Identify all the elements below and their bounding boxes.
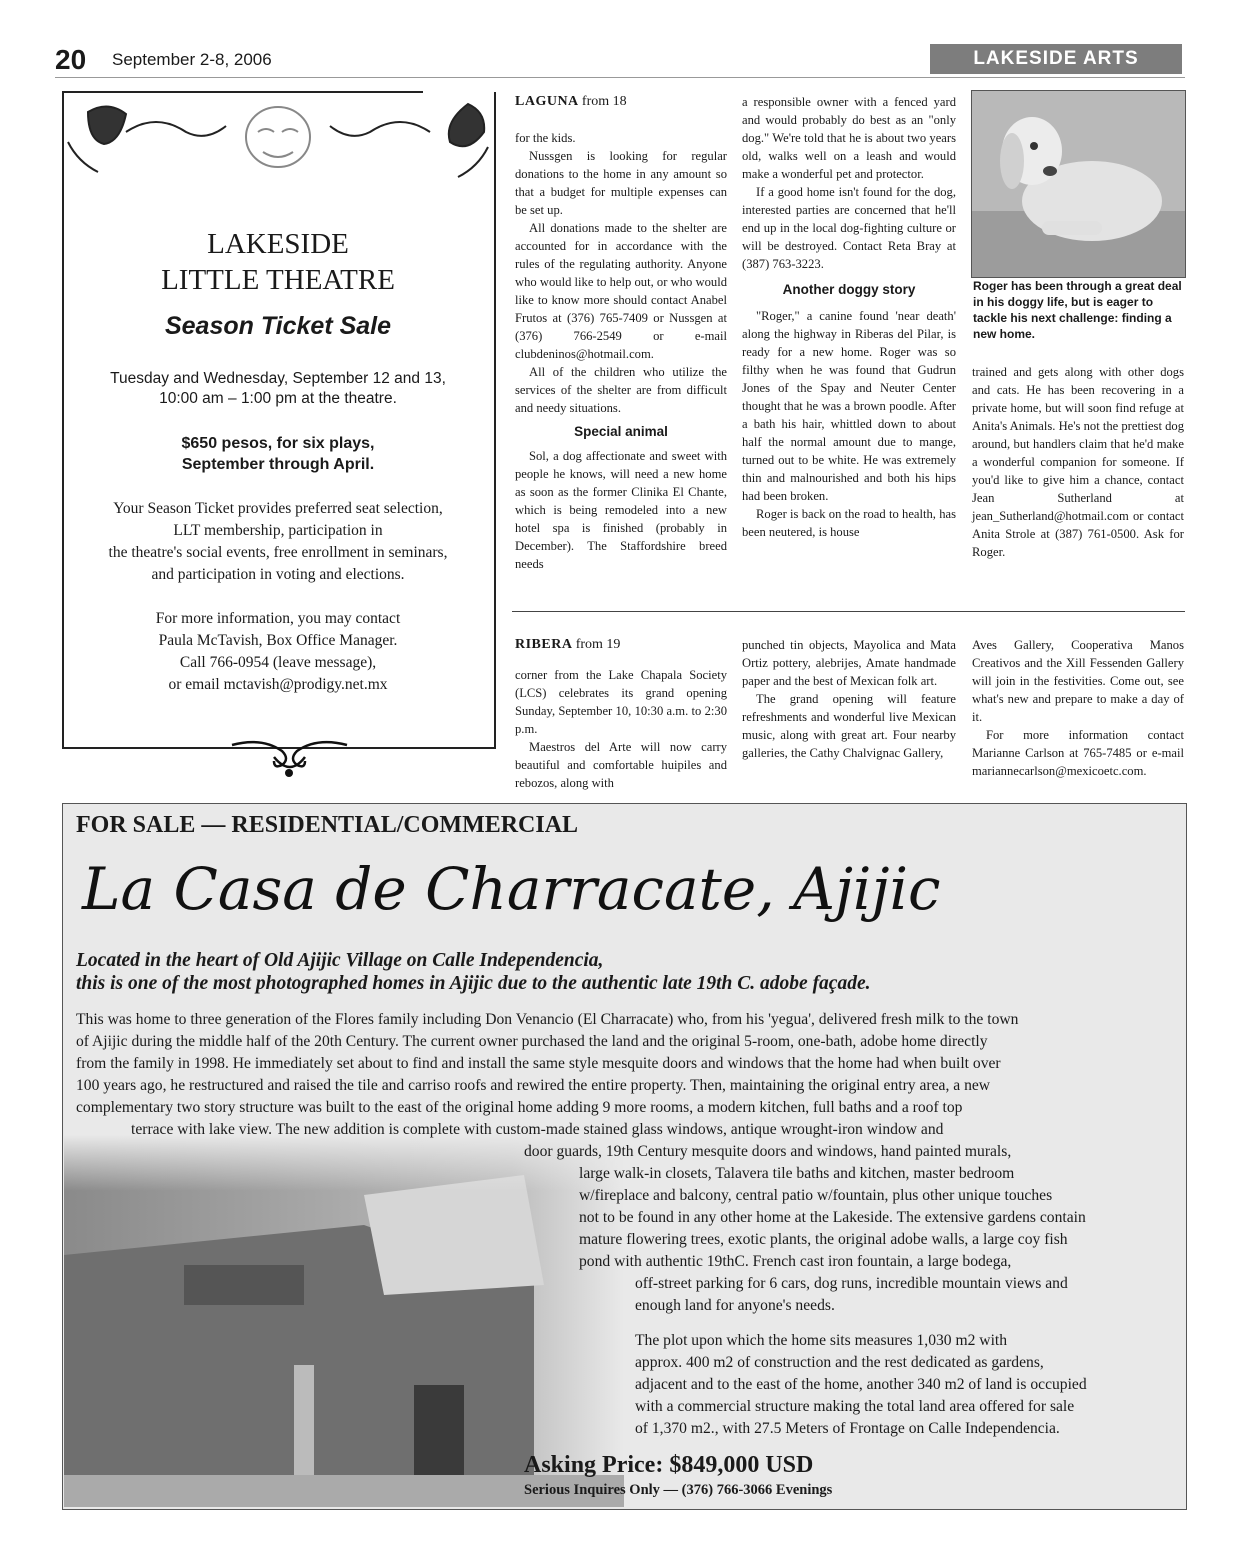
contact-line: Call 766-0954 (leave message), bbox=[179, 654, 377, 671]
theatre-masks-ornament-icon bbox=[58, 92, 498, 182]
contact-line: Paula McTavish, Box Office Manager. bbox=[158, 632, 398, 649]
paragraph: Nussgen is looking for regular donations to the home in any amount so that a budget for multiple expenses can be set up. bbox=[515, 149, 727, 217]
description-line: complementary two story structure was built to the east of the original home adding 9 more rooms, a modern kitchen, full baths and a roof top bbox=[76, 1099, 963, 1116]
subhead-another-doggy-story: Another doggy story bbox=[782, 282, 916, 297]
plot-line: adjacent and to the east of the home, another 340 m2 of land is occupied bbox=[635, 1376, 1087, 1393]
theatre-name-line1: LAKESIDE bbox=[207, 228, 349, 260]
page-number: 20 bbox=[55, 44, 87, 75]
paragraph: corner from the Lake Chapala Society (LCS) celebrates its grand opening Sunday, September 10, 10:30 a.m. to 2:30 p.m. bbox=[515, 668, 727, 736]
ribera-jump-head: RIBERA from 19 bbox=[515, 637, 621, 652]
benefits-line: and participation in voting and elections. bbox=[151, 566, 405, 583]
paragraph: Sol, a dog affectionate and sweet with people he knows, will need a new home as soon as the former Clinika El Chante, which is being remodeled into a new hotel spa is finished (probably in December). The Staffordshire breed needs bbox=[515, 449, 727, 571]
laguna-column-2 bbox=[742, 93, 956, 541]
laguna-jump-head: LAGUNA from 18 bbox=[515, 94, 627, 109]
issue-date: September 2-8, 2006 bbox=[112, 50, 272, 69]
paragraph: All of the children who utilize the services of the shelter are from difficult and needy situations. bbox=[515, 365, 727, 415]
asking-price: Asking Price: $849,000 USD bbox=[524, 1452, 814, 1478]
paragraph: for the kids. bbox=[515, 131, 576, 145]
description-line: of Ajijic during the middle half of the 20th Century. The current owner purchased the land and the original 5-room, one-bath, adobe home directly bbox=[76, 1033, 988, 1050]
benefits-line: Your Season Ticket provides preferred seat selection, bbox=[113, 500, 443, 517]
plot-line: of 1,370 m2., with 27.5 Meters of Frontage on Calle Independencia. bbox=[635, 1420, 1060, 1437]
paragraph: a responsible owner with a fenced yard and would probably do best as an "only dog." We're told that he is about two years old, walks well on a leash and would make a wonderful pet and protector. bbox=[742, 95, 956, 181]
section-banner: LAKESIDE ARTS bbox=[930, 44, 1182, 74]
paragraph: If a good home isn't found for the dog, interested parties are concerned that he'll end up in the local dog-fighting culture or will be destroyed. Contact Reta Bray at (387) 763-3223. bbox=[742, 185, 956, 271]
location-line2: this is one of the most photographed homes in Ajijic due to the authentic late 19th C. adobe façade. bbox=[76, 973, 871, 994]
sale-dates-line1: Tuesday and Wednesday, September 12 and 13, bbox=[110, 370, 446, 387]
theatre-ad-border bbox=[62, 92, 496, 749]
paragraph: Roger is back on the road to health, has been neutered, is house bbox=[742, 507, 956, 539]
theatre-name-line2: LITTLE THEATRE bbox=[161, 264, 395, 296]
description-line: mature flowering trees, exotic plants, the original adobe walls, a large coy fish bbox=[579, 1231, 1068, 1248]
article-divider bbox=[512, 611, 1185, 612]
location-line1: Located in the heart of Old Ajijic Village on Calle Independencia, bbox=[76, 950, 604, 971]
subhead-special-animal: Special animal bbox=[574, 424, 668, 439]
description-line: w/fireplace and balcony, central patio w/fountain, plus other unique touches bbox=[579, 1187, 1053, 1204]
benefits-line: LLT membership, participation in bbox=[173, 522, 383, 539]
ribera-column-3 bbox=[972, 636, 1184, 780]
description-line: not to be found in any other home at the Lakeside. The extensive gardens contain bbox=[579, 1209, 1086, 1226]
benefits-line: the theatre's social events, free enrollment in seminars, bbox=[108, 544, 448, 561]
paragraph: Aves Gallery, Cooperativa Manos Creativos and the Xill Fessenden Gallery will join in the festivities. Come out, see what's new and prepare to make a day of it. bbox=[972, 638, 1184, 724]
paragraph: The grand opening will feature refreshments and wonderful live Mexican music, along with great art. Four nearby galleries, the Cathy Chalvignac Gallery, bbox=[742, 692, 956, 760]
dog-photo-caption: Roger has been through a great deal in his doggy life, but is eager to tackle his next challenge: finding a new home. bbox=[973, 279, 1182, 341]
contact-line: For more information, you may contact bbox=[155, 610, 401, 627]
description-line: pond with authentic 19thC. French cast iron fountain, a large bodega, bbox=[579, 1253, 1012, 1270]
ticket-price-line2: September through April. bbox=[181, 456, 375, 473]
inquiry-contact: Serious Inquires Only — (376) 766-3066 Evenings bbox=[524, 1482, 833, 1498]
property-title: La Casa de Charracate, Ajijic bbox=[82, 855, 941, 923]
ticket-price-line1: $650 pesos, for six plays, bbox=[181, 435, 375, 452]
paragraph: All donations made to the shelter are accounted for in accordance with the rules of the regulating authority. Anyone who would like to help out, or who would like to know more should contact Anabel Frutos at (376) 765-7409 or Nussgen at (376) 766-2549 or e-mail clubdeninos@hotmail.com. bbox=[515, 221, 727, 361]
paragraph: "Roger," a canine found 'near death' along the highway in Riberas del Pilar, is ready for a new home. Roger was so filthy when he was found that Gudrun Jones of the Spay and Neuter Center thought that he was a brown poodle. After a bath his hair, whittled down to about half the normal amount due to mange, turned out to be white. He was extremely thin and malnourished and both his hips had been broken. bbox=[742, 309, 956, 503]
description-line: This was home to three generation of the Flores family including Don Venancio (El Charracate) who, from his 'yegua', delivered fresh milk to the town bbox=[76, 1011, 1019, 1028]
dog-photo bbox=[971, 90, 1186, 278]
description-line: door guards, 19th Century mesquite doors and windows, hand painted murals, bbox=[524, 1143, 1012, 1160]
description-line: off-street parking for 6 cars, dog runs, incredible mountain views and bbox=[635, 1275, 1068, 1292]
paragraph: trained and gets along with other dogs and cats. He has been recovering in a private home, but will soon find refuge at Anita's Animals. He's not the prettiest dog around, but handlers claim that he'd make a wonderful companion for someone. If you'd like to give him a chance, contact Jean Sutherland at jean_Sutherland@hotmail.com or contact Anita Strole at (387) 761-0500. Ask for Roger. bbox=[972, 365, 1184, 559]
scroll-ornament-icon bbox=[222, 735, 357, 780]
laguna-column-3 bbox=[972, 363, 1184, 561]
description-line: terrace with lake view. The new addition is complete with custom-made stained glass windows, antique wrought-iron window and bbox=[131, 1121, 944, 1138]
description-line: from the family in 1998. He immediately set about to find and install the same style mesquite doors and windows that the home had when built over bbox=[76, 1055, 1001, 1072]
season-ticket-sale-heading: Season Ticket Sale bbox=[164, 312, 392, 340]
paragraph: Maestros del Arte will now carry beautiful and comfortable huipiles and rebozos, along with bbox=[515, 740, 727, 790]
paragraph: punched tin objects, Mayolica and Mata Ortiz pottery, alebrijes, Amate handmade paper and the best of Mexican folk art. bbox=[742, 638, 956, 688]
description-line: enough land for anyone's needs. bbox=[635, 1297, 835, 1314]
laguna-column-1 bbox=[515, 93, 727, 573]
plot-line: approx. 400 m2 of construction and the rest dedicated as gardens, bbox=[635, 1354, 1044, 1371]
contact-line: or email mctavish@prodigy.net.mx bbox=[168, 676, 388, 693]
dog-image-icon bbox=[972, 91, 1185, 277]
sale-dates-line2: 10:00 am – 1:00 pm at the theatre. bbox=[159, 390, 397, 407]
for-sale-heading: FOR SALE — RESIDENTIAL/COMMERCIAL bbox=[76, 812, 579, 838]
description-line: large walk-in closets, Talavera tile baths and kitchen, master bedroom bbox=[579, 1165, 1015, 1182]
plot-line: The plot upon which the home sits measures 1,030 m2 with bbox=[635, 1332, 1008, 1349]
plot-line: with a commercial structure making the total land area offered for sale bbox=[635, 1398, 1075, 1415]
paragraph: For more information contact Marianne Carlson at 765-7485 or e-mail mariannecarlson@mexicoetc.com. bbox=[972, 728, 1184, 778]
ribera-column-2 bbox=[742, 636, 956, 762]
ribera-column-1 bbox=[515, 636, 727, 792]
description-line: 100 years ago, he restructured and raised the tile and carriso roofs and rewired the entire property. Then, maintaining the original entry area, a new bbox=[76, 1077, 991, 1094]
header-rule bbox=[55, 77, 1185, 78]
